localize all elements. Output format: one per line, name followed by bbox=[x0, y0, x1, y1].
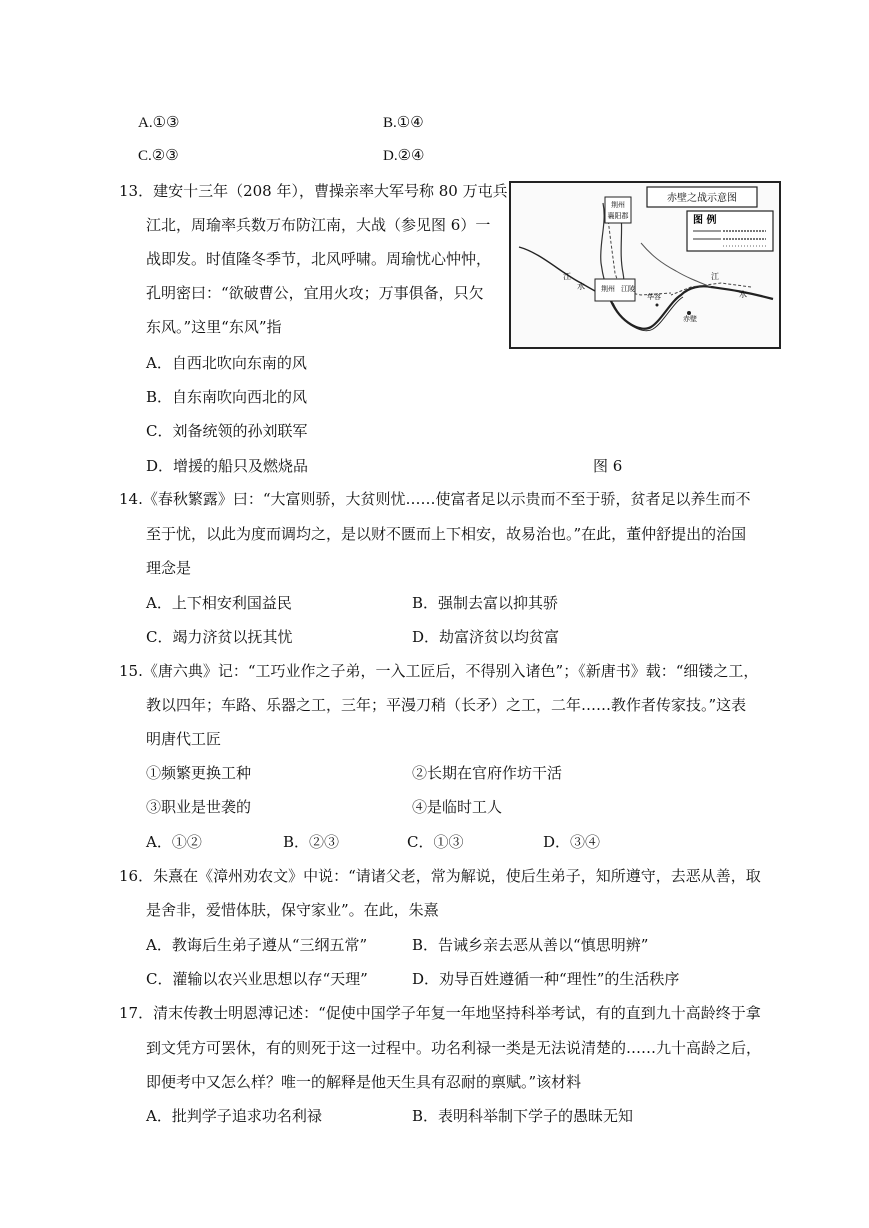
q15-item-2: ②长期在官府作坊干活 bbox=[412, 764, 563, 782]
q16-line: 16．朱熹在《漳州劝农文》中说：“请诸父老，常为解说，使后生弟子，知所遵守，去恶从善，取 bbox=[119, 867, 761, 885]
q15-item-4: ④是临时工人 bbox=[412, 798, 503, 816]
q15-option-d[interactable]: D．③④ bbox=[543, 833, 601, 851]
q15-item-1: ①频繁更换工种 bbox=[146, 764, 252, 782]
q13-line: 东风。”这里“东风”指 bbox=[146, 318, 282, 336]
q15-line: 15.《唐六典》记：“工巧业作之子弟，一入工匠后，不得别入诸色”；《新唐书》载：“细镂之工， bbox=[119, 662, 759, 680]
q13-option-a[interactable]: A．自西北吹向东南的风 bbox=[146, 354, 307, 372]
q14-option-a[interactable]: A．上下相安利国益民 bbox=[146, 594, 292, 612]
q14-option-d[interactable]: D．劫富济贫以均贫富 bbox=[412, 628, 560, 646]
battle-map-figure bbox=[509, 181, 781, 349]
map-legend-title: 图 例 bbox=[693, 215, 717, 226]
q15-item-3: ③职业是世袭的 bbox=[146, 798, 252, 816]
q13-option-d[interactable]: D．增援的船只及燃烧品 bbox=[146, 457, 309, 475]
q13-option-b[interactable]: B．自东南吹向西北的风 bbox=[146, 388, 308, 406]
q12-option-d[interactable]: D.②④ bbox=[383, 148, 425, 164]
q12-option-c[interactable]: C.②③ bbox=[138, 148, 179, 164]
map-title: 赤壁之战示意图 bbox=[667, 193, 737, 204]
q14-line: 理念是 bbox=[146, 559, 192, 577]
q16-option-d[interactable]: D．劝导百姓遵循一种“理性”的生活秩序 bbox=[412, 970, 680, 988]
map-label-river: 江 bbox=[711, 272, 719, 281]
q13-line: 战即发。时值隆冬季节，北风呼啸。周瑜忧心忡忡， bbox=[146, 250, 492, 268]
q15-line: 教以四年；车路、乐器之工，三年；平漫刀稍（长矛）之工，二年……教作者传家技。”这表 bbox=[146, 696, 747, 714]
q13-line: 孔明密曰：“欲破曹公，宜用火攻；万事俱备，只欠 bbox=[146, 284, 484, 302]
map-place-jiangling: 江陵 bbox=[621, 285, 635, 293]
q14-line: 至于忧，以此为度而调均之，是以财不匮而上下相安，故易治也。”在此，董仲舒提出的治国 bbox=[146, 525, 747, 543]
q13-line: 13．建安十三年（208 年），曹操亲率大军号称 80 万屯兵 bbox=[119, 182, 508, 200]
q14-option-c[interactable]: C．竭力济贫以抚其忧 bbox=[146, 628, 293, 646]
q13-option-c[interactable]: C．刘备统领的孙刘联军 bbox=[146, 422, 308, 440]
map-place-chibi: 赤壁 bbox=[683, 315, 697, 323]
map-place-huarong: 华容 bbox=[647, 293, 661, 301]
q14-option-b[interactable]: B．强制去富以抑其骄 bbox=[412, 594, 559, 612]
map-place-xiangyang: 襄阳郡 bbox=[607, 212, 629, 220]
map-label-river: 水 bbox=[739, 290, 747, 299]
figure-caption: 图 6 bbox=[593, 457, 623, 475]
q14-line: 14.《春秋繁露》曰：“大富则骄，大贫则忧……使富者足以示贵而不至于骄，贫者足以养生而不 bbox=[119, 490, 751, 508]
q13-line: 江北，周瑜率兵数万布防江南，大战（参见图 6）一 bbox=[146, 216, 491, 234]
q15-option-a[interactable]: A．①② bbox=[146, 833, 202, 851]
map-label-river: 水 bbox=[577, 282, 585, 291]
q16-option-a[interactable]: A．教诲后生弟子遵从“三纲五常” bbox=[146, 936, 368, 954]
q15-option-b[interactable]: B．②③ bbox=[283, 833, 340, 851]
q12-option-a[interactable]: A.①③ bbox=[138, 115, 180, 131]
q16-option-b[interactable]: B．告诫乡亲去恶从善以“慎思明辨” bbox=[412, 936, 649, 954]
map-label-river: 江 bbox=[563, 272, 571, 281]
q15-line: 明唐代工匠 bbox=[146, 730, 222, 748]
map-place-jingzhou: 荆州 bbox=[611, 201, 625, 209]
q17-line: 17．清末传教士明恩溥记述：“促使中国学子年复一年地坚持科举考试，有的直到九十高龄终于拿 bbox=[119, 1004, 761, 1022]
map-place-jingzhou-south: 荆州 bbox=[601, 285, 615, 293]
q15-option-c[interactable]: C．①③ bbox=[407, 833, 464, 851]
q16-line: 是舍非，爱惜体肤，保守家业”。在此，朱熹 bbox=[146, 901, 439, 919]
q17-option-a[interactable]: A．批判学子追求功名利禄 bbox=[146, 1107, 322, 1125]
q12-option-b[interactable]: B.①④ bbox=[383, 115, 424, 131]
q17-line: 到文凭方可罢休，有的则死于这一过程中。功名利禄一类是无法说清楚的……九十高龄之后， bbox=[146, 1039, 762, 1057]
q17-option-b[interactable]: B．表明科举制下学子的愚昧无知 bbox=[412, 1107, 634, 1125]
q17-line: 即便考中又怎么样？唯一的解释是他天生具有忍耐的禀赋。”该材料 bbox=[146, 1073, 582, 1091]
q16-option-c[interactable]: C．灌输以农兴业思想以存“天理” bbox=[146, 970, 368, 988]
